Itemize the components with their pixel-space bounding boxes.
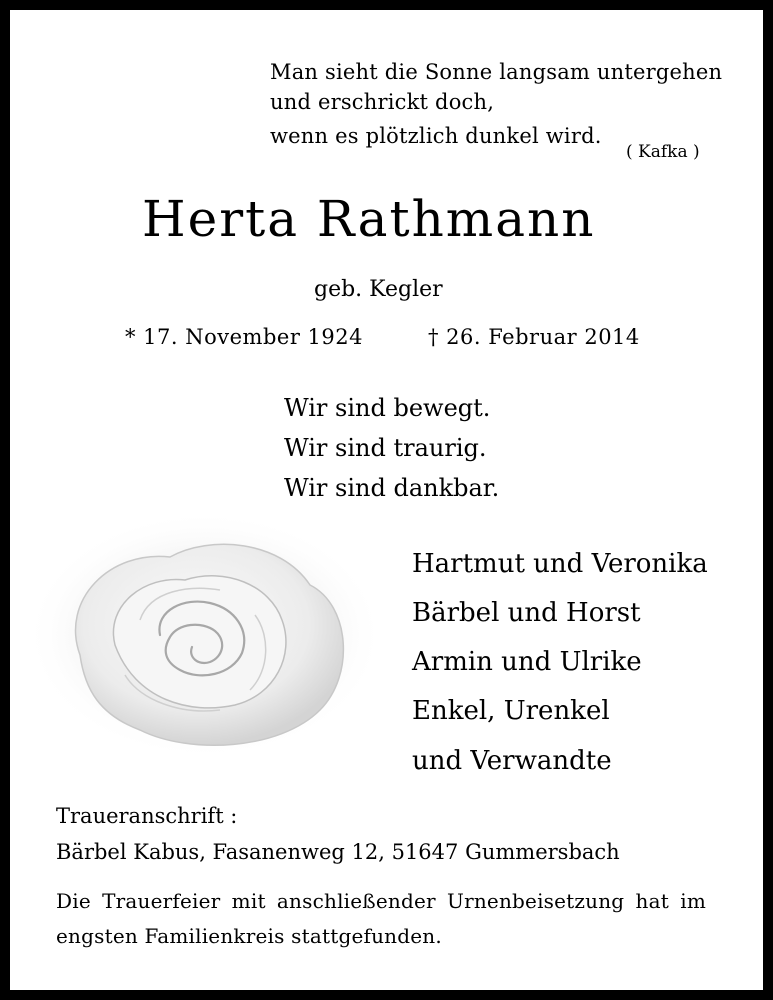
verse-line-3: Wir sind dankbar. <box>284 474 500 502</box>
mourner-5: und Verwandte <box>412 746 612 776</box>
birth-date: * 17. November 1924 <box>125 325 363 349</box>
quote-line-1: Man sieht die Sonne langsam untergehen <box>270 60 723 84</box>
funeral-notice: Die Trauerfeier mit anschließender Urnenbeisetzung hat im engsten Familienkreis stattgefunden. <box>56 889 706 948</box>
verse-line-1: Wir sind bewegt. <box>284 394 491 422</box>
mourner-1: Hartmut und Veronika <box>412 549 708 579</box>
quote-author: ( Kafka ) <box>626 142 700 162</box>
maiden-name: geb. Kegler <box>314 277 443 302</box>
address-label: Traueranschrift : <box>56 804 238 828</box>
deceased-name: Herta Rathmann <box>142 190 596 248</box>
address-text: Bärbel Kabus, Fasanenweg 12, 51647 Gummersbach <box>56 840 620 864</box>
rose-icon <box>20 505 390 760</box>
verse-line-2: Wir sind traurig. <box>284 434 487 462</box>
mourner-4: Enkel, Urenkel <box>412 696 610 726</box>
mourner-3: Armin und Ulrike <box>412 647 642 677</box>
mourner-2: Bärbel und Horst <box>412 598 641 628</box>
quote-line-2: und erschrickt doch, <box>270 90 495 114</box>
quote-line-3: wenn es plötzlich dunkel wird. <box>270 124 602 148</box>
death-date: † 26. Februar 2014 <box>428 325 640 349</box>
